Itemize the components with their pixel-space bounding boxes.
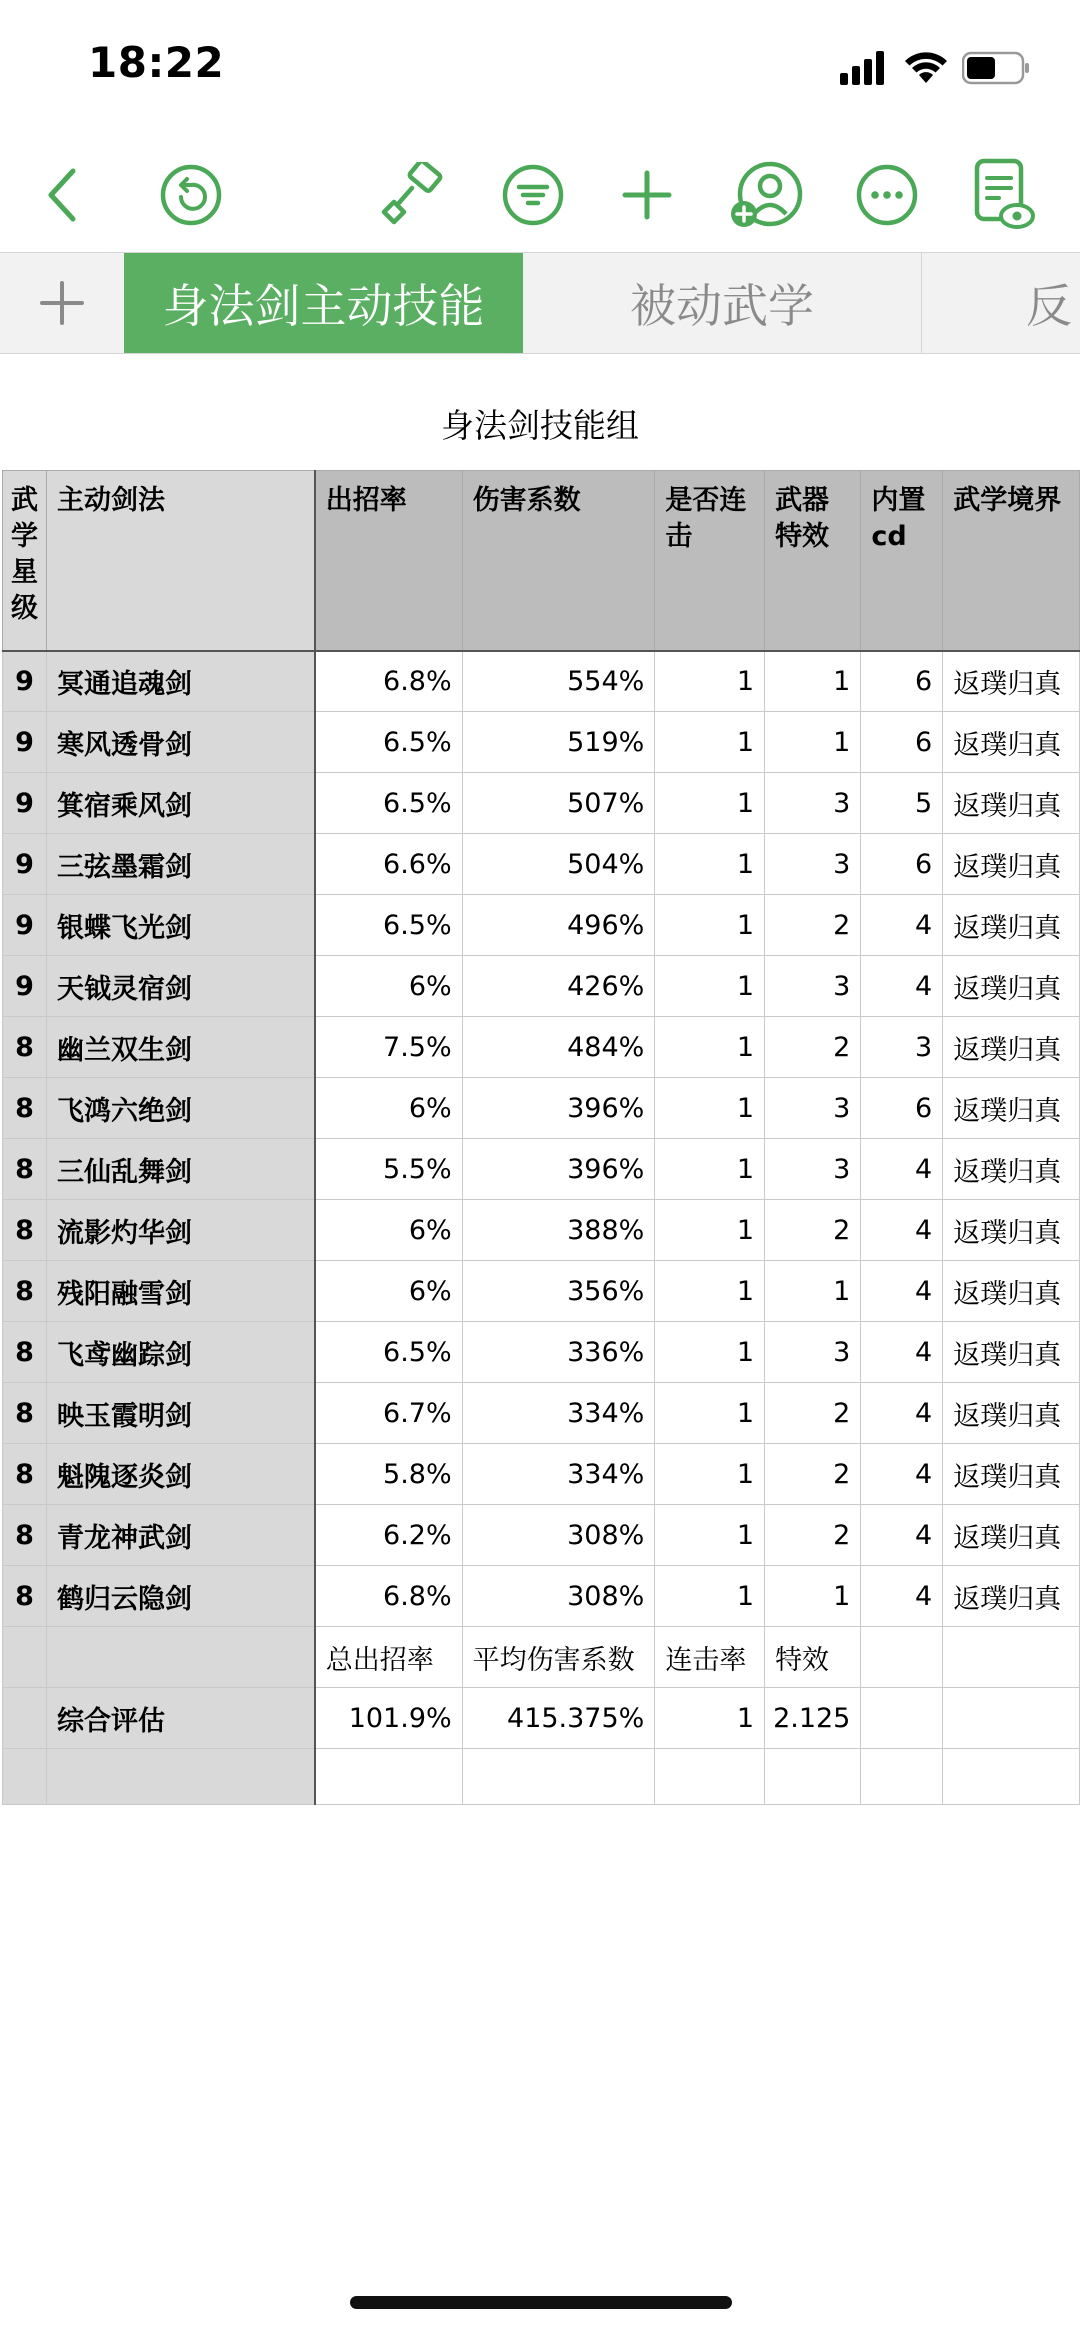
table-cell[interactable]: 1 [655,1261,765,1322]
add-sheet-button[interactable] [0,253,125,353]
table-cell[interactable]: 返璞归真 [943,1017,1080,1078]
table-cell[interactable]: 484% [462,1017,655,1078]
table-cell[interactable] [3,1688,47,1749]
table-cell[interactable]: 返璞归真 [943,1444,1080,1505]
format-painter-button[interactable] [368,140,458,250]
table-cell[interactable]: 2.125 [765,1688,861,1749]
table-cell[interactable] [3,1627,47,1688]
header-row [3,471,1080,651]
table-cell[interactable]: 1 [655,1688,765,1749]
table-cell[interactable]: 5.5% [315,1139,462,1200]
table-cell[interactable]: 6% [315,956,462,1017]
table-cell[interactable]: 4 [861,1139,943,1200]
table-cell[interactable]: 8 [3,1566,47,1627]
table-cell[interactable]: 8 [3,1383,47,1444]
table-row [3,834,1080,895]
table-cell[interactable]: 返璞归真 [943,1078,1080,1139]
table-cell-empty[interactable] [943,1749,1080,1805]
table-cell[interactable]: 流影灼华剑 [47,1200,315,1261]
table-cell[interactable]: 2 [765,1505,861,1566]
view-mode-button[interactable] [958,140,1048,250]
table-cell[interactable]: 4 [861,1566,943,1627]
table-cell[interactable]: 6.7% [315,1383,462,1444]
table-cell[interactable] [861,1688,943,1749]
table-cell[interactable]: 1 [655,1078,765,1139]
header-skill-name[interactable]: 主动剑法 [47,471,315,651]
table-cell[interactable]: 3 [765,773,861,834]
table-cell[interactable]: 三仙乱舞剑 [47,1139,315,1200]
table-cell[interactable]: 9 [3,895,47,956]
table-cell[interactable]: 4 [861,956,943,1017]
table-cell[interactable]: 4 [861,1322,943,1383]
table-body [3,651,1080,1805]
header-star-level[interactable]: 武学星级 [3,471,47,651]
table-cell[interactable]: 6.5% [315,1322,462,1383]
table-cell-empty[interactable] [655,1749,765,1805]
table-cell[interactable]: 334% [462,1444,655,1505]
table-cell[interactable]: 连击率 [655,1627,765,1688]
table-cell[interactable]: 返璞归真 [943,1200,1080,1261]
table-row [3,712,1080,773]
wifi-icon [904,51,948,85]
table-cell[interactable]: 1 [765,1566,861,1627]
table-row [3,651,1080,712]
table-cell[interactable]: 返璞归真 [943,1322,1080,1383]
table-cell[interactable]: 1 [655,651,765,712]
table-cell[interactable]: 银蝶飞光剑 [47,895,315,956]
table-cell-empty[interactable] [47,1749,315,1805]
table-row [3,1261,1080,1322]
table-cell[interactable]: 504% [462,834,655,895]
table-cell[interactable]: 6 [861,712,943,773]
header-realm[interactable]: 武学境界 [943,471,1080,651]
header-combo[interactable]: 是否连击 [655,471,765,651]
table-cell[interactable]: 554% [462,651,655,712]
table-cell[interactable]: 返璞归真 [943,1261,1080,1322]
table-cell[interactable]: 8 [3,1078,47,1139]
skills-table [2,470,1080,1805]
table-cell[interactable]: 残阳融雪剑 [47,1261,315,1322]
table-cell[interactable]: 1 [655,1383,765,1444]
table-cell[interactable]: 9 [3,773,47,834]
table-cell-empty[interactable] [315,1749,462,1805]
undo-button[interactable] [146,140,236,250]
table-cell[interactable]: 6.6% [315,834,462,895]
table-cell[interactable]: 天钺灵宿剑 [47,956,315,1017]
table-header [3,471,1080,651]
filter-icon [501,163,565,227]
table-cell[interactable]: 396% [462,1139,655,1200]
add-icon [619,167,675,223]
table-cell[interactable]: 返璞归真 [943,1139,1080,1200]
table-cell[interactable]: 6.2% [315,1505,462,1566]
table-cell[interactable]: 飞鸿六绝剑 [47,1078,315,1139]
table-cell[interactable]: 三弦墨霜剑 [47,834,315,895]
header-weapon-effect[interactable]: 武器特效 [765,471,861,651]
table-cell[interactable]: 返璞归真 [943,1566,1080,1627]
table-cell[interactable]: 返璞归真 [943,956,1080,1017]
table-cell[interactable]: 1 [765,1261,861,1322]
table-cell[interactable]: 308% [462,1566,655,1627]
tab-active-skills[interactable]: 身法剑主动技能 [124,253,523,353]
table-cell[interactable]: 415.375% [462,1688,655,1749]
table-cell[interactable]: 返璞归真 [943,1505,1080,1566]
table-row [3,1383,1080,1444]
table-cell[interactable]: 6 [861,1078,943,1139]
table-cell[interactable]: 特效 [765,1627,861,1688]
table-cell[interactable]: 356% [462,1261,655,1322]
table-cell[interactable]: 1 [655,1017,765,1078]
table-row [3,773,1080,834]
table-cell-empty[interactable] [861,1749,943,1805]
table-cell[interactable]: 1 [765,712,861,773]
collaborate-button[interactable] [716,140,816,250]
table-cell[interactable]: 8 [3,1139,47,1200]
table-cell-empty[interactable] [765,1749,861,1805]
table-row [3,956,1080,1017]
table-cell[interactable]: 8 [3,1017,47,1078]
table-cell[interactable]: 幽兰双生剑 [47,1017,315,1078]
insert-button[interactable] [602,140,692,250]
table-cell[interactable]: 1 [655,956,765,1017]
tab-counter[interactable]: 反 [1026,279,1072,333]
table-row [3,1566,1080,1627]
table-cell[interactable]: 1 [655,712,765,773]
table-cell[interactable]: 3 [861,1017,943,1078]
table-cell[interactable]: 4 [861,1505,943,1566]
table-cell[interactable]: 496% [462,895,655,956]
table-cell[interactable]: 3 [765,956,861,1017]
table-cell[interactable]: 1 [655,1200,765,1261]
table-cell[interactable]: 4 [861,1200,943,1261]
table-cell[interactable]: 1 [655,1322,765,1383]
table-cell[interactable]: 6.8% [315,651,462,712]
table-cell[interactable]: 4 [861,895,943,956]
table-cell[interactable]: 3 [765,1078,861,1139]
table-cell[interactable]: 返璞归真 [943,773,1080,834]
table-cell[interactable]: 返璞归真 [943,712,1080,773]
table-cell[interactable]: 8 [3,1505,47,1566]
table-cell[interactable]: 映玉霞明剑 [47,1383,315,1444]
table-cell[interactable]: 总出招率 [315,1627,462,1688]
table-cell[interactable] [943,1627,1080,1688]
table-cell[interactable]: 7.5% [315,1017,462,1078]
table-cell[interactable]: 8 [3,1444,47,1505]
cellular-signal-icon [840,51,890,85]
table-cell[interactable]: 8 [3,1200,47,1261]
table-cell[interactable]: 3 [765,1139,861,1200]
table-cell[interactable] [47,1627,315,1688]
table-cell[interactable]: 1 [765,651,861,712]
table-cell[interactable]: 鹤归云隐剑 [47,1566,315,1627]
table-cell[interactable]: 6% [315,1200,462,1261]
table-cell[interactable]: 4 [861,1383,943,1444]
table-cell[interactable]: 2 [765,1444,861,1505]
table-row [3,1017,1080,1078]
empty-row [3,1749,1080,1805]
back-icon [43,167,83,223]
table-cell[interactable] [861,1627,943,1688]
back-button[interactable] [18,140,108,250]
table-cell[interactable]: 308% [462,1505,655,1566]
table-cell[interactable]: 519% [462,712,655,773]
table-cell[interactable]: 2 [765,1200,861,1261]
table-cell[interactable]: 6% [315,1261,462,1322]
table-cell[interactable]: 2 [765,895,861,956]
table-cell[interactable]: 426% [462,956,655,1017]
table-row [3,1322,1080,1383]
table-cell[interactable]: 507% [462,773,655,834]
table-cell[interactable]: 336% [462,1322,655,1383]
status-bar [0,0,1080,130]
table-cell[interactable]: 平均伤害系数 [462,1627,655,1688]
format-brush-icon [380,162,446,228]
document-view-icon [971,158,1035,232]
table-row [3,1444,1080,1505]
sheet-title[interactable]: 身法剑技能组 [441,406,639,445]
table-cell[interactable]: 返璞归真 [943,895,1080,956]
table-cell-empty[interactable] [462,1749,655,1805]
table-cell[interactable]: 箕宿乘风剑 [47,773,315,834]
battery-icon [962,51,1032,85]
table-cell[interactable]: 青龙神武剑 [47,1505,315,1566]
table-cell[interactable]: 4 [861,1261,943,1322]
table-cell[interactable]: 1 [655,834,765,895]
summary-label-row [3,1627,1080,1688]
table-cell[interactable]: 2 [765,1383,861,1444]
table-cell[interactable]: 6.8% [315,1566,462,1627]
table-cell[interactable]: 1 [655,1505,765,1566]
more-icon [855,163,919,227]
share-collaborate-icon [728,160,804,230]
table-cell[interactable]: 6.5% [315,712,462,773]
table-cell[interactable]: 6 [861,834,943,895]
table-cell[interactable]: 返璞归真 [943,834,1080,895]
table-cell[interactable]: 返璞归真 [943,1383,1080,1444]
table-cell[interactable]: 8 [3,1261,47,1322]
table-cell[interactable]: 6.5% [315,895,462,956]
table-cell[interactable]: 6.5% [315,773,462,834]
table-row [3,1505,1080,1566]
status-time: 18:22 [88,38,225,87]
more-button[interactable] [842,140,932,250]
table-cell-empty[interactable] [3,1749,47,1805]
table-cell[interactable]: 9 [3,834,47,895]
table-cell[interactable]: 5 [861,773,943,834]
table-cell[interactable]: 3 [765,834,861,895]
table-cell[interactable] [943,1688,1080,1749]
table-cell[interactable]: 寒风透骨剑 [47,712,315,773]
table-row [3,1139,1080,1200]
undo-icon [159,163,223,227]
table-cell[interactable]: 8 [3,1322,47,1383]
header-damage-coef[interactable]: 伤害系数 [462,471,655,651]
add-sheet-icon [38,279,86,327]
table-cell[interactable]: 6% [315,1078,462,1139]
table-cell[interactable]: 冥通追魂剑 [47,651,315,712]
toolbar [0,140,1080,250]
header-cooldown[interactable]: 内置cd [861,471,943,651]
table-cell[interactable]: 334% [462,1383,655,1444]
table-row [3,1078,1080,1139]
table-row [3,895,1080,956]
table-cell[interactable]: 1 [655,773,765,834]
summary-value-row [3,1688,1080,1749]
table-cell[interactable]: 魁隗逐炎剑 [47,1444,315,1505]
table-cell[interactable]: 9 [3,651,47,712]
status-icons [840,48,1032,88]
sheet-tabs [0,252,1080,354]
table-cell[interactable]: 101.9% [315,1688,462,1749]
filter-button[interactable] [488,140,578,250]
table-cell[interactable]: 388% [462,1200,655,1261]
table-row [3,1200,1080,1261]
table-cell[interactable]: 4 [861,1444,943,1505]
table-cell[interactable]: 2 [765,1017,861,1078]
table-cell[interactable]: 6 [861,651,943,712]
table-cell[interactable]: 3 [765,1322,861,1383]
table-cell[interactable]: 1 [655,1139,765,1200]
table-cell[interactable]: 综合评估 [47,1688,315,1749]
table-cell[interactable]: 1 [655,895,765,956]
table-cell[interactable]: 9 [3,712,47,773]
table-cell[interactable]: 9 [3,956,47,1017]
tab-passive-skills[interactable]: 被动武学 [630,279,814,333]
table-cell[interactable]: 1 [655,1566,765,1627]
table-cell[interactable]: 返璞归真 [943,651,1080,712]
table-cell[interactable]: 396% [462,1078,655,1139]
table-cell[interactable]: 飞鸢幽踪剑 [47,1322,315,1383]
header-trigger-rate[interactable]: 出招率 [315,471,462,651]
home-indicator [350,2296,732,2309]
table-cell[interactable]: 5.8% [315,1444,462,1505]
table-cell[interactable]: 1 [655,1444,765,1505]
